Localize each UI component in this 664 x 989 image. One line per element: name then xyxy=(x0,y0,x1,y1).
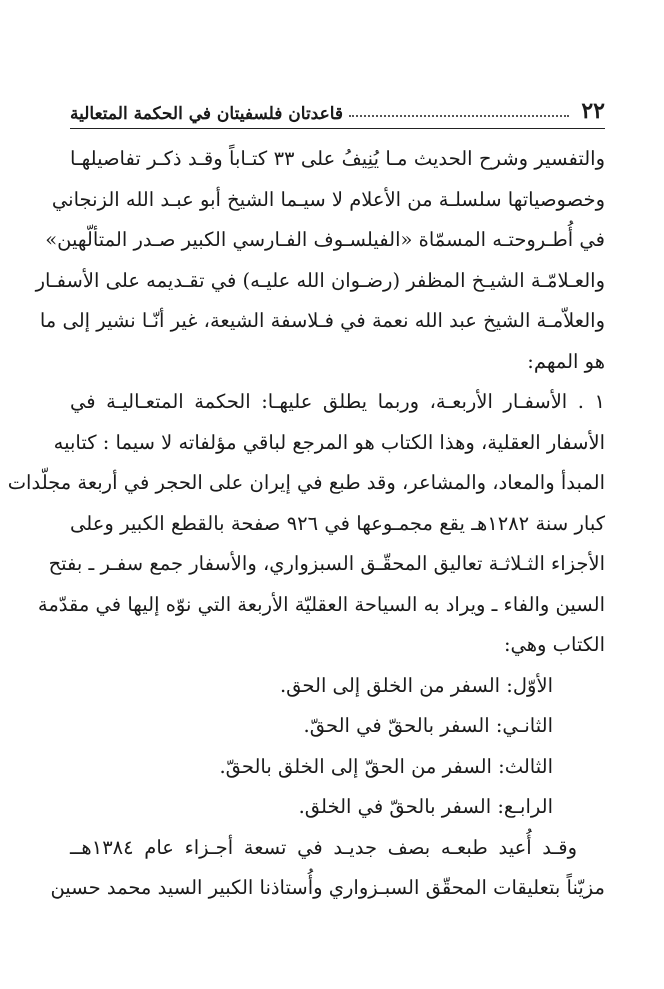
text-line: مزيّناً بتعليقات المحقّق السبـزواري وأُستاذنا الكبير السيد محمد حسين xyxy=(50,876,605,899)
text-line: والعـلامّـة الشيـخ المظفر (رضـوان الله عليـه) في تقـديمه على الأسفـار xyxy=(35,268,605,292)
text-line: وخصوصياتها سلسلـة من الأعلام لا سيـما الشيخ أبو عبـد الله الزنجاني xyxy=(51,187,605,211)
paragraph-1 xyxy=(35,139,605,382)
page-number: ٢٢ xyxy=(581,98,605,124)
list-item: الثانـي: السفر بالحقّ في الحقّ. xyxy=(303,714,553,737)
paragraph-2 xyxy=(7,382,605,666)
journeys-list xyxy=(70,666,605,828)
text-line: والعلاّمـة الشيخ عبد الله نعمة في فـلاسفة الشيعة، غير أنّـا نشير إلى ما xyxy=(39,309,605,332)
page-body xyxy=(7,139,605,909)
paragraph-3 xyxy=(50,828,605,909)
list-item: الثالث: السفر من الحقّ إلى الخلق بالحقّ. xyxy=(219,754,553,778)
text-line: الأسفار العقلية، وهذا الكتاب هو المرجع لباقي مؤلفاته لا سيما : كتابيه xyxy=(53,430,605,454)
running-title: قاعدتان فلسفيتان في الحكمة المتعالية xyxy=(70,104,344,124)
text-line: والتفسير وشرح الحديث مـا يُنِيفُ على ٣٣ كتـاباً وقـد ذكـر تفاصيلهـا xyxy=(70,147,605,170)
book-page xyxy=(7,84,605,909)
list-item: الرابـع: السفر بالحقّ في الخلق. xyxy=(298,795,553,818)
header-dotted-leader xyxy=(349,115,569,117)
text-line: في أُطـروحتـه المسمّاة «الفيلسـوف الفـارسي الكبير صـدر المتألّهين» xyxy=(45,228,605,251)
text-line: السين والفاء ـ ويراد به السياحة العقليّة الأربعة التي نوّه إليها في مقدّمة xyxy=(37,592,605,616)
text-line: الكتاب وهي: xyxy=(503,633,605,656)
text-line: كبار سنة ١٢٨٢هـ يقع مجمـوعها في ٩٢٦ صفحة بالقطع الكبير وعلى xyxy=(70,511,605,535)
page-header xyxy=(70,84,605,129)
list-item: الأوّل: السفر من الخلق إلى الحق. xyxy=(279,673,553,697)
text-line: ١ . الأسفـار الأربعـة، وربما يطلق عليهـا: الحكمة المتعـاليـة في xyxy=(70,390,605,413)
text-line: المبدأ والمعاد، والمشاعر، وقد طبع في إيران على الحجر في أربعة مجلّدات xyxy=(7,471,605,494)
text-line: الأجزاء الثـلاثـة تعاليق المحقّـق السبزواري، والأسفار جمع سفـر ـ بفتح xyxy=(48,552,605,575)
text-line: هو المهم: xyxy=(527,349,605,373)
text-line: وقـد أُعيد طبعـه بصف جديـد في تسعة أجـزاء عام ١٣٨٤هــ xyxy=(70,835,577,859)
